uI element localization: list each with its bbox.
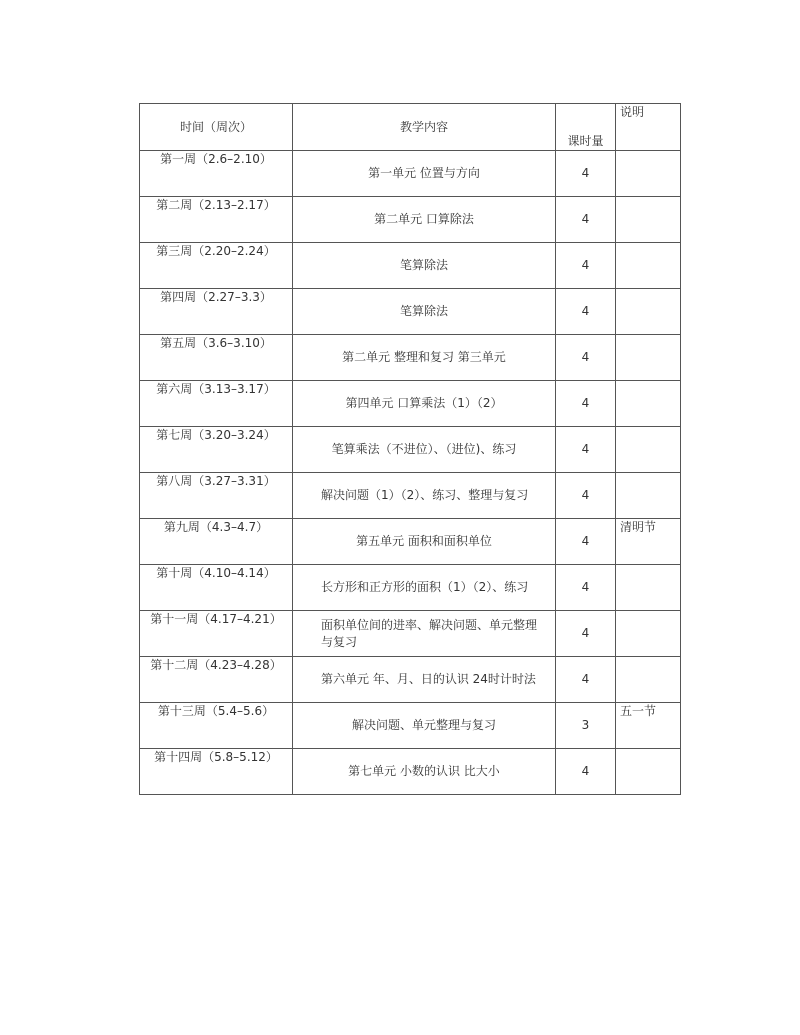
cell-note	[616, 243, 681, 289]
cell-week: 第七周（3.20–3.24）	[140, 427, 293, 473]
cell-hours: 4	[556, 519, 616, 565]
cell-week: 第六周（3.13–3.17）	[140, 381, 293, 427]
table-row	[140, 381, 681, 427]
cell-hours: 4	[556, 151, 616, 197]
cell-hours: 4	[556, 381, 616, 427]
cell-week: 第十一周（4.17–4.21）	[140, 611, 293, 657]
teaching-schedule-table	[139, 103, 681, 795]
cell-content: 第四单元 口算乘法（1）（2）	[293, 381, 556, 427]
header-time: 时间（周次）	[140, 104, 293, 151]
cell-hours: 4	[556, 611, 616, 657]
cell-week: 第十周（4.10–4.14）	[140, 565, 293, 611]
cell-hours: 4	[556, 749, 616, 795]
table-row	[140, 427, 681, 473]
cell-hours: 4	[556, 197, 616, 243]
cell-hours: 4	[556, 427, 616, 473]
header-content: 教学内容	[293, 104, 556, 151]
cell-week: 第十三周（5.4–5.6）	[140, 703, 293, 749]
cell-note	[616, 657, 681, 703]
cell-content: 面积单位间的进率、解决问题、单元整理与复习	[293, 611, 556, 657]
cell-hours: 4	[556, 657, 616, 703]
cell-note	[616, 427, 681, 473]
header-note: 说明	[616, 104, 681, 151]
cell-content: 长方形和正方形的面积（1）（2）、练习	[293, 565, 556, 611]
cell-week: 第四周（2.27–3.3）	[140, 289, 293, 335]
cell-note: 五一节	[616, 703, 681, 749]
header-hours: 课时量	[556, 104, 616, 151]
cell-hours: 4	[556, 473, 616, 519]
cell-week: 第一周（2.6–2.10）	[140, 151, 293, 197]
cell-note	[616, 473, 681, 519]
cell-hours: 4	[556, 289, 616, 335]
cell-content: 第五单元 面积和面积单位	[293, 519, 556, 565]
cell-content: 笔算除法	[293, 243, 556, 289]
cell-note: 清明节	[616, 519, 681, 565]
table-row	[140, 335, 681, 381]
table-row	[140, 289, 681, 335]
cell-week: 第三周（2.20–2.24）	[140, 243, 293, 289]
table-row	[140, 151, 681, 197]
table-row	[140, 657, 681, 703]
cell-note	[616, 749, 681, 795]
cell-content: 第一单元 位置与方向	[293, 151, 556, 197]
cell-note	[616, 381, 681, 427]
cell-hours: 3	[556, 703, 616, 749]
cell-note	[616, 197, 681, 243]
cell-week: 第九周（4.3–4.7）	[140, 519, 293, 565]
cell-hours: 4	[556, 243, 616, 289]
table-row	[140, 197, 681, 243]
cell-week: 第二周（2.13–2.17）	[140, 197, 293, 243]
cell-week: 第十二周（4.23–4.28）	[140, 657, 293, 703]
cell-content: 第二单元 整理和复习 第三单元	[293, 335, 556, 381]
cell-week: 第八周（3.27–3.31）	[140, 473, 293, 519]
cell-content: 第六单元 年、月、日的认识 24时计时法	[293, 657, 556, 703]
cell-hours: 4	[556, 335, 616, 381]
cell-hours: 4	[556, 565, 616, 611]
cell-content: 第七单元 小数的认识 比大小	[293, 749, 556, 795]
table-row	[140, 473, 681, 519]
cell-note	[616, 151, 681, 197]
cell-content: 解决问题、单元整理与复习	[293, 703, 556, 749]
cell-week: 第十四周（5.8–5.12）	[140, 749, 293, 795]
table-row	[140, 565, 681, 611]
cell-content: 解决问题（1）（2）、练习、整理与复习	[293, 473, 556, 519]
cell-note	[616, 289, 681, 335]
cell-content: 第二单元 口算除法	[293, 197, 556, 243]
table-row	[140, 749, 681, 795]
table-header-row	[140, 104, 681, 151]
cell-week: 第五周（3.6–3.10）	[140, 335, 293, 381]
cell-note	[616, 611, 681, 657]
cell-note	[616, 565, 681, 611]
table-row	[140, 519, 681, 565]
cell-content: 笔算除法	[293, 289, 556, 335]
table-row	[140, 703, 681, 749]
cell-note	[616, 335, 681, 381]
table-row	[140, 611, 681, 657]
cell-content: 笔算乘法（不进位）、（进位)、练习	[293, 427, 556, 473]
table-row	[140, 243, 681, 289]
